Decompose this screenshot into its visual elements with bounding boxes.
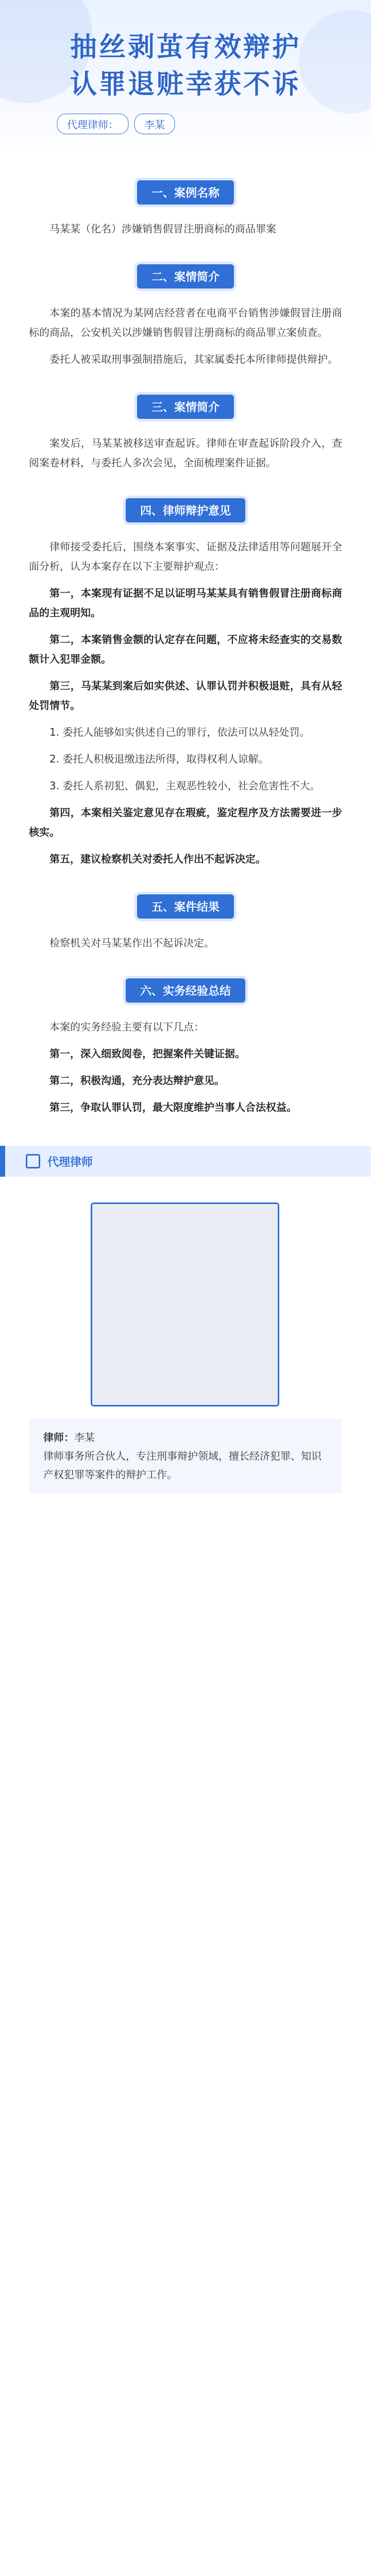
paragraph-emphasis: 第一，深入细致阅卷，把握案件关键证据。 [49,1047,245,1060]
paragraph-emphasis: 第二，积极沟通，充分表达辩护意见。 [49,1074,225,1087]
paragraph: 本案的实务经验主要有以下几点： [49,1021,204,1033]
list-item: 1. 委托人能够如实供述自己的罪行，依法可以从轻处罚。 [49,726,310,738]
article-body [0,180,371,1117]
section-result [29,894,342,953]
paragraph-emphasis: 第五，建议检察机关对委托人作出不起诉决定。 [49,853,266,865]
author-label: 代理律师： [57,113,129,134]
section-case-name [29,180,342,239]
lawyer-profile [29,1197,342,1481]
page-title [0,29,371,103]
author-row [57,113,175,134]
paragraph: 案发后，马某某被移送审查起诉。律师在审查起诉阶段介入，查阅案卷材料，与委托人多次会见，全面梳理案件证据。 [29,437,342,469]
lawyer-intro [29,1419,342,1493]
paragraph-emphasis: 第三，马某某到案后如实供述、认罪认罚并积极退赃，具有从轻处罚情节。 [29,680,342,711]
section-experience [29,978,342,1117]
paragraph-emphasis: 第三，争取认罪认罚，最大限度维护当事人合法权益。 [49,1101,297,1113]
section-title: 一、案例名称 [137,180,234,205]
section-title: 三、案情简介 [137,395,234,419]
list-item: 3. 委托人系初犯、偶犯，主观恶性较小，社会危害性不大。 [49,779,321,792]
lawyer-bio: 律师事务所合伙人，专注刑事辩护领域，擅长经济犯罪、知识产权犯罪等案件的辩护工作。 [43,1450,322,1481]
paragraph-emphasis: 第四，本案相关鉴定意见存在瑕疵，鉴定程序及方法需要进一步核实。 [29,806,342,838]
paragraph-emphasis: 第一，本案现有证据不足以证明马某某具有销售假冒注册商标商品的主观明知。 [29,587,342,619]
name-label: 律师： [43,1431,74,1444]
paragraph: 律师接受委托后，围绕本案事实、证据及法律适用等问题展开全面分析，认为本案存在以下主要辩护观点： [29,540,342,572]
section-title: 六、实务经验总结 [126,978,245,1003]
paragraph: 委托人被采取刑事强制措施后，其家属委托本所律师提供辩护。 [49,353,338,365]
author-name: 李某 [134,113,175,134]
section-case-brief [29,395,342,472]
list-item: 2. 委托人积极退缴违法所得，取得权利人谅解。 [49,753,269,765]
section-title: 四、律师辩护意见 [126,498,245,522]
lawyer-photo [91,1202,279,1406]
paragraph: 检察机关对马某某作出不起诉决定。 [49,937,214,949]
paragraph: 马某某（化名）涉嫌销售假冒注册商标的商品罪案 [49,223,276,235]
title-line-1: 抽丝剥茧有效辩护 [70,32,301,63]
title-line-2: 认罪退赃幸获不诉 [70,69,301,100]
paragraph: 本案的基本情况为某网店经营者在电商平台销售涉嫌假冒注册商标的商品，公安机关以涉嫌销售假冒注册商标的商品罪立案侦查。 [29,307,342,338]
section-defense-opinion [29,498,342,869]
section-title: 二、案情简介 [137,264,234,289]
banner-label: 代理律师 [47,1156,93,1169]
lawyer-banner [0,1146,371,1177]
scale-icon [26,1154,40,1168]
name-value: 李某 [74,1431,95,1444]
section-title: 五、案件结果 [137,894,234,919]
section-summary [29,264,342,369]
paragraph-emphasis: 第二，本案销售金额的认定存在问题，不应将未经查实的交易数额计入犯罪金额。 [29,633,342,665]
article-header [0,0,371,155]
